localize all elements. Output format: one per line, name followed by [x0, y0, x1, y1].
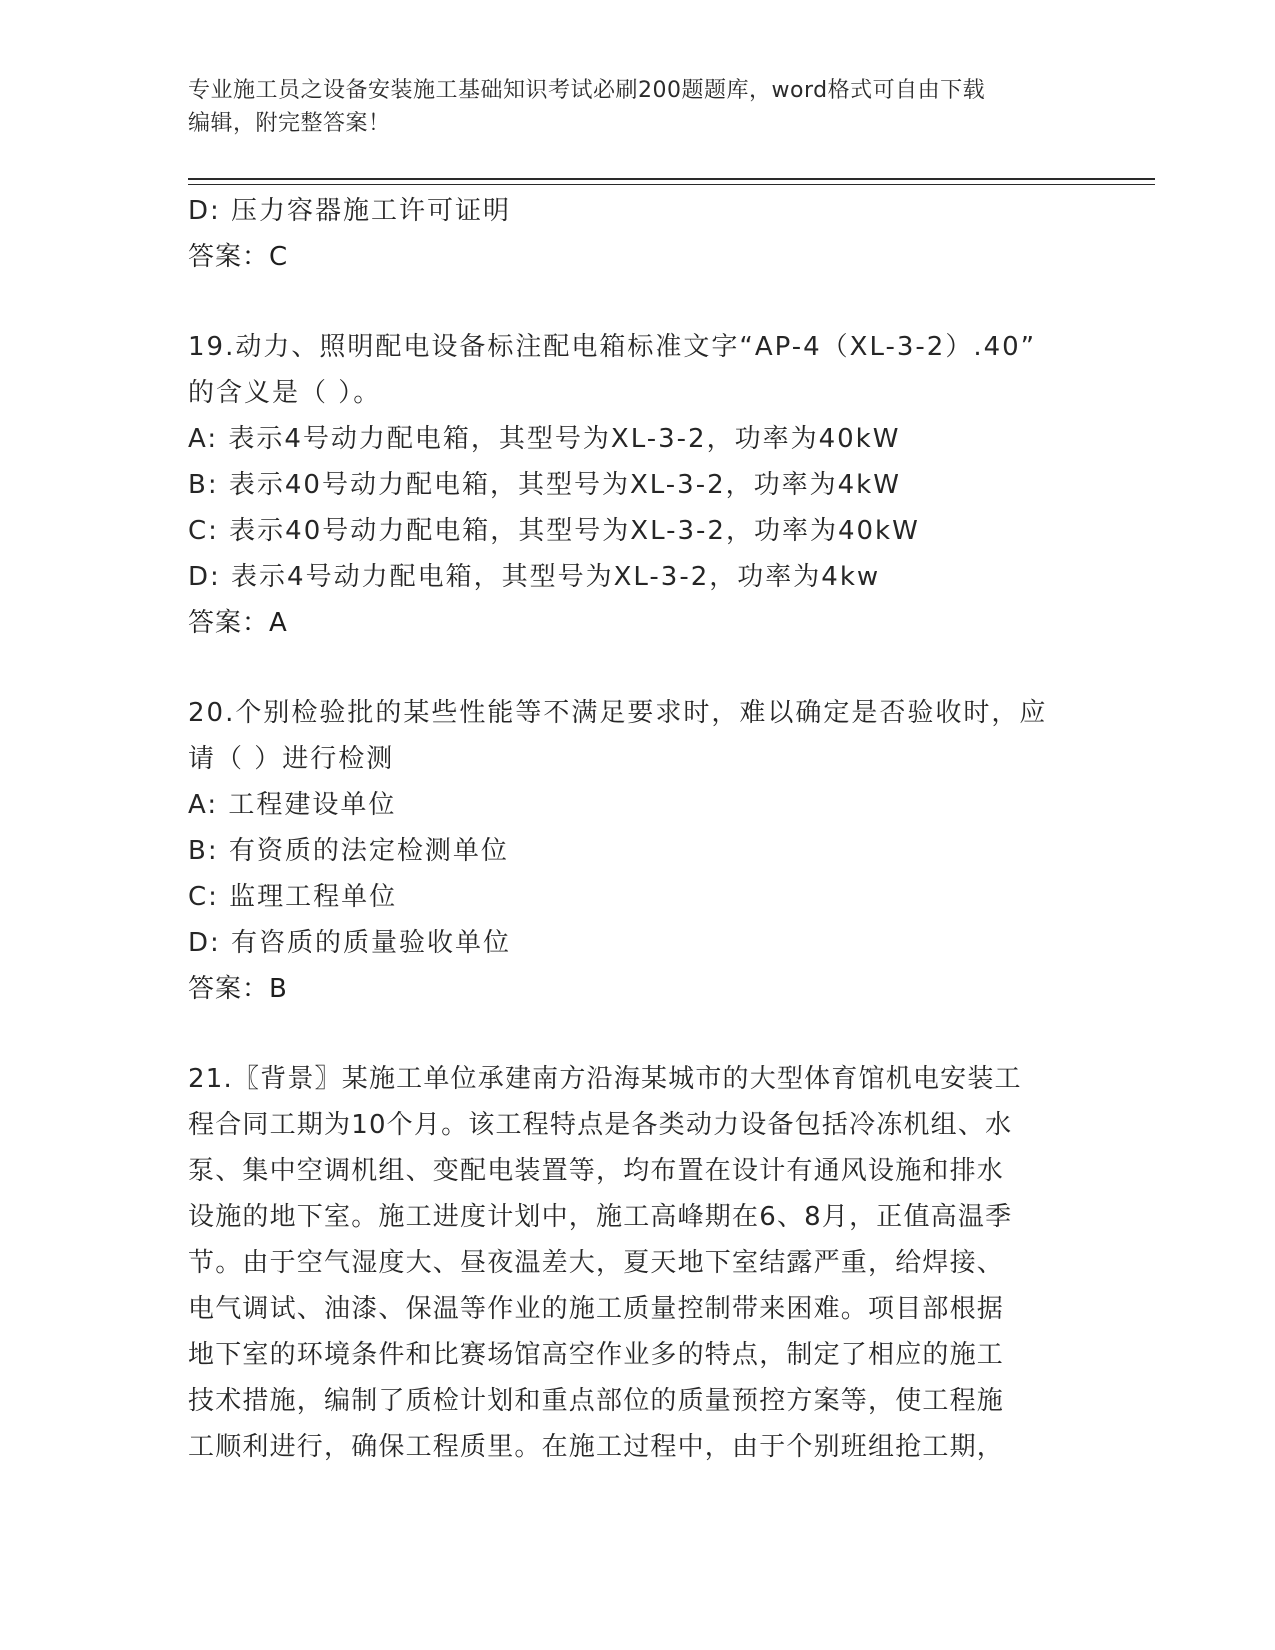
header-title-line-1: 专业施工员之设备安装施工基础知识考试必刷200题题库，word格式可自由下载 — [188, 78, 986, 103]
question-19 — [188, 324, 1088, 646]
spacer — [188, 1012, 1088, 1056]
header-divider-thin — [188, 184, 1155, 185]
option-a: A: 工程建设单位 — [188, 790, 397, 820]
question-text-line: 电气调试、油漆、保温等作业的施工质量控制带来困难。项目部根据 — [188, 1294, 1005, 1324]
question-text-line: 泵、集中空调机组、变配电装置等，均布置在设计有通风设施和排水 — [188, 1156, 1005, 1186]
question-text-line: 21.〖背景〗某施工单位承建南方沿海某城市的大型体育馆机电安装工 — [188, 1064, 1022, 1094]
option-a: A: 表示4号动力配电箱，其型号为XL-3-2，功率为40kW — [188, 424, 901, 454]
spacer — [188, 646, 1088, 690]
option-b: B: 表示40号动力配电箱，其型号为XL-3-2，功率为4kW — [188, 470, 901, 500]
option-c: C: 监理工程单位 — [188, 882, 398, 912]
header-title-line-2: 编辑，附完整答案！ — [188, 111, 391, 136]
question-text-line: 程合同工期为10个月。该工程特点是各类动力设备包括冷冻机组、水 — [188, 1110, 1013, 1140]
page-header — [188, 74, 1088, 140]
document-body — [188, 188, 1088, 1470]
question-20 — [188, 690, 1088, 1012]
option-d: D: 压力容器施工许可证明 — [188, 196, 512, 226]
question-stem-line: 19.动力、照明配电设备标注配电箱标准文字“AP-4（XL-3-2）.40” — [188, 332, 1037, 362]
answer-line: 答案：A — [188, 608, 288, 638]
option-d: D: 表示4号动力配电箱，其型号为XL-3-2，功率为4kw — [188, 562, 881, 592]
question-text-line: 地下室的环境条件和比赛场馆高空作业多的特点，制定了相应的施工 — [188, 1340, 1005, 1370]
question-text-line: 技术措施，编制了质检计划和重点部位的质量预控方案等，使工程施 — [188, 1386, 1005, 1416]
question-text-line: 设施的地下室。施工进度计划中，施工高峰期在6、8月，正值高温季 — [188, 1202, 1013, 1232]
spacer — [188, 280, 1088, 324]
answer-line: 答案：B — [188, 974, 288, 1004]
question-stem-line: 请（ ）进行检测 — [188, 744, 395, 774]
question-stem-line: 的含义是（ ）。 — [188, 378, 382, 408]
question-stem-line: 20.个别检验批的某些性能等不满足要求时，难以确定是否验收时，应 — [188, 698, 1048, 728]
question-21 — [188, 1056, 1088, 1470]
header-divider-thick — [188, 178, 1155, 180]
option-c: C: 表示40号动力配电箱，其型号为XL-3-2，功率为40kW — [188, 516, 920, 546]
previous-question-tail — [188, 188, 1088, 280]
option-d: D: 有咨质的质量验收单位 — [188, 928, 512, 958]
question-text-line: 工顺利进行，确保工程质里。在施工过程中，由于个别班组抢工期， — [188, 1432, 1005, 1462]
question-text-line: 节。由于空气湿度大、昼夜温差大，夏天地下室结露严重，给焊接、 — [188, 1248, 1005, 1278]
answer-line: 答案：C — [188, 242, 289, 272]
option-b: B: 有资质的法定检测单位 — [188, 836, 509, 866]
